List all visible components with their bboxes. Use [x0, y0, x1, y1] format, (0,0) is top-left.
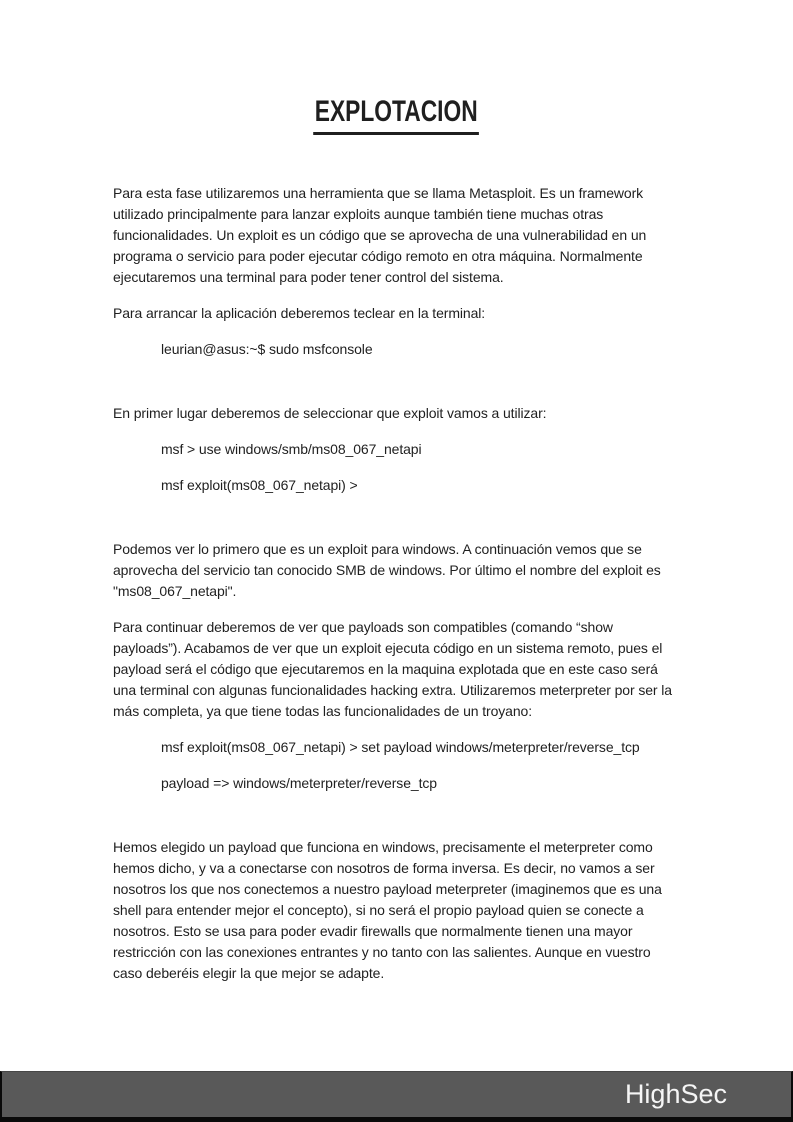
blank-line: [113, 511, 680, 524]
blank-line: [113, 809, 680, 822]
terminal-command-line: leurian@asus:~$ sudo msfconsole: [161, 341, 373, 357]
terminal-command-line: msf exploit(ms08_067_netapi) > set payload windows/meterpreter/reverse_tcp: [161, 739, 640, 755]
body-paragraph: Para continuar deberemos de ver que payloads son compatibles (comando “show payloads”). Acabamos de ver que un exploit ejecuta código en un sistema remoto, pues el payload será el código que ejecutaremos en la maquina explotada que en este caso será una terminal con algunas funcionalidades hacking extra. Utilizaremos meterpreter por ser la más completa, ya que tiene todas las funcionalidades de un troyano:: [113, 619, 672, 719]
footer-bar: [0, 1071, 793, 1122]
terminal-command-line: msf exploit(ms08_067_netapi) >: [161, 477, 358, 493]
body-paragraph: Para esta fase utilizaremos una herramienta que se llama Metasploit. Es un framework utilizado principalmente para lanzar exploits aunque también tiene muchas otras funcionalidades. Un exploit es un código que se aprovecha de una vulnerabilidad en un programa o servicio para poder ejecutar código remoto en otra máquina. Normalmente ejecutaremos una terminal para poder tener control del sistema.: [113, 185, 647, 285]
body-paragraph: En primer lugar deberemos de seleccionar que exploit vamos a utilizar:: [113, 405, 547, 421]
document-content: [0, 94, 793, 984]
terminal-command-line: payload => windows/meterpreter/reverse_tcp: [161, 775, 437, 791]
body-paragraph: Para arrancar la aplicación deberemos teclear en la terminal:: [113, 305, 486, 321]
page-title-text: EXPLOTACION: [313, 94, 479, 135]
blank-line: [113, 375, 680, 388]
body-paragraph: Hemos elegido un payload que funciona en windows, precisamente el meterpreter como hemos dicho, y va a conectarse con nosotros de forma inversa. Es decir, no vamos a ser nosotros los que nos conectemos a nuestro payload meterpreter (imaginemos que es una shell para entender mejor el concepto), si no será el propio payload quien se conecte a nosotros. Esto se usa para poder evadir firewalls que normalmente tienen una mayor restricción con las conexiones entrantes y no tanto con las salientes. Aunque en vuestro caso deberéis elegir la que mejor se adapte.: [113, 839, 662, 981]
terminal-command-line: msf > use windows/smb/ms08_067_netapi: [161, 441, 422, 457]
page-title: [113, 94, 680, 135]
footer-brand: HighSec: [624, 1079, 727, 1109]
body-paragraph: Podemos ver lo primero que es un exploit para windows. A continuación vemos que se aprovecha del servicio tan conocido SMB de windows. Por último el nombre del exploit es "ms08_067_netapi".: [113, 541, 661, 599]
